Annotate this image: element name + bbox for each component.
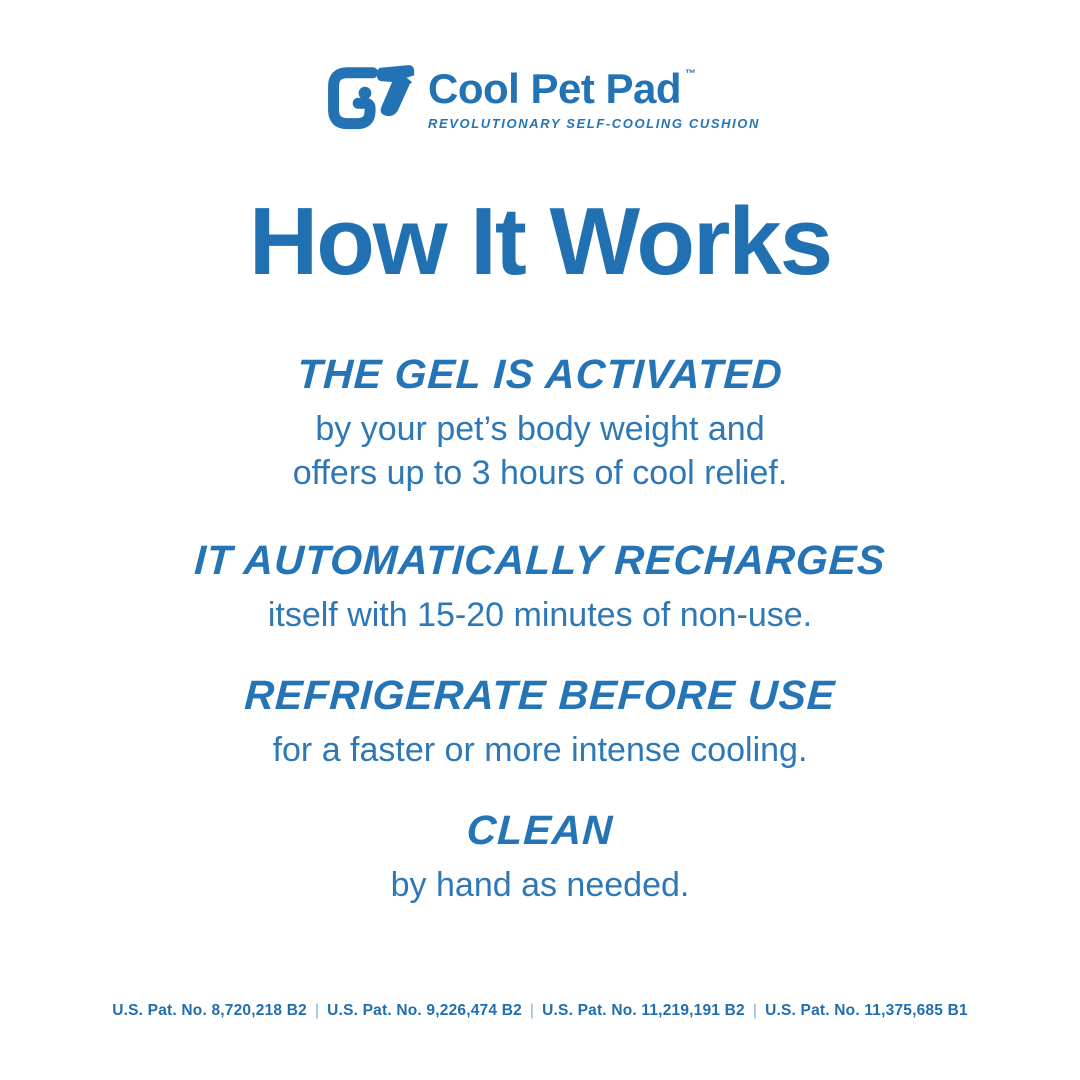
patent-number: U.S. Pat. No. 11,375,685 B1 bbox=[765, 1002, 968, 1019]
patent-footer bbox=[0, 1002, 1080, 1020]
brand-logo bbox=[320, 58, 760, 140]
step-body-line: for a faster or more intense cooling. bbox=[272, 731, 808, 770]
brand-text-block bbox=[428, 64, 760, 131]
step-heading: REFRIGERATE BEFORE USE bbox=[243, 672, 837, 718]
step-body-line: by your pet’s body weight and bbox=[315, 410, 765, 449]
brand-name: Cool Pet Pad bbox=[428, 64, 682, 112]
patent-separator: | bbox=[314, 1002, 320, 1019]
patent-number: U.S. Pat. No. 11,219,191 B2 bbox=[542, 1002, 745, 1019]
patent-separator: | bbox=[752, 1002, 758, 1019]
step-gel-activated bbox=[0, 352, 1080, 495]
trademark-symbol: ™ bbox=[685, 67, 697, 80]
step-body-line: offers up to 3 hours of cool relief. bbox=[292, 454, 788, 493]
step-heading: CLEAN bbox=[465, 807, 615, 853]
step-body-line: itself with 15-20 minutes of non-use. bbox=[267, 596, 813, 635]
page-title: How It Works bbox=[248, 188, 832, 295]
step-heading: IT AUTOMATICALLY RECHARGES bbox=[193, 537, 887, 583]
step-body-line: by hand as needed. bbox=[390, 866, 690, 905]
patent-number: U.S. Pat. No. 9,226,474 B2 bbox=[327, 1002, 522, 1019]
step-automatic-recharge bbox=[0, 538, 1080, 637]
step-heading: THE GEL IS ACTIVATED bbox=[296, 351, 784, 397]
step-refrigerate bbox=[0, 673, 1080, 772]
patent-separator: | bbox=[529, 1002, 535, 1019]
gp-pet-monogram-icon bbox=[320, 58, 415, 140]
brand-tagline: REVOLUTIONARY SELF-COOLING CUSHION bbox=[428, 115, 760, 131]
step-clean bbox=[0, 808, 1080, 907]
patent-number: U.S. Pat. No. 8,720,218 B2 bbox=[112, 1002, 307, 1019]
